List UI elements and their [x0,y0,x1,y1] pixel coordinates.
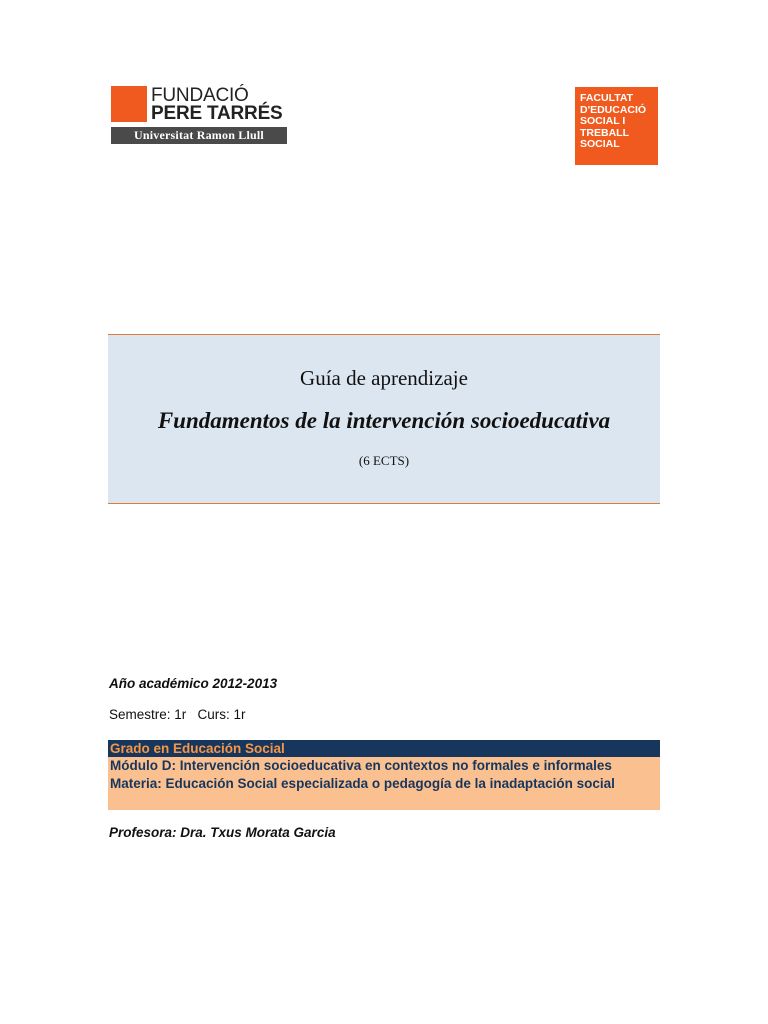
faculty-logo-line: TREBALL [580,126,629,139]
academic-year: Año académico 2012-2013 [109,676,278,691]
credits-label: (6 ECTS) [358,453,410,468]
module-subject-block [108,757,660,810]
semester-course: Semestre: 1r Curs: 1r [109,707,246,722]
subject-title: Fundamentos de la intervención socioeducativa [157,408,611,433]
subject-area-line: Materia: Educación Social especializada o pedagogía de la inadaptación social [110,775,615,791]
faculty-logo-line: FACULTAT [580,92,634,104]
faculty-logo [575,87,658,165]
faculty-logo-line: SOCIAL I [580,115,626,127]
program-info [108,740,660,810]
logo-university-bar: Universitat Ramon Llull [111,127,287,144]
professor: Profesora: Dra. Txus Morata Garcia [109,825,336,840]
document-heading: Guía de aprendizaje [300,366,468,390]
fundacio-pere-tarres-logo [111,86,287,144]
faculty-logo-line: SOCIAL [580,138,620,150]
title-box [108,334,660,504]
module-line: Módulo D: Intervención socioeducativa en contextos no formales e informales [110,758,612,773]
logo-line-2: PERE TARRÉS [151,103,283,124]
logo-line-1: FUNDACIÓ [151,85,249,106]
degree-row: Grado en Educación Social [108,740,660,757]
faculty-logo-line: D'EDUCACIÓ [580,103,647,116]
logo-orange-square [111,86,147,122]
